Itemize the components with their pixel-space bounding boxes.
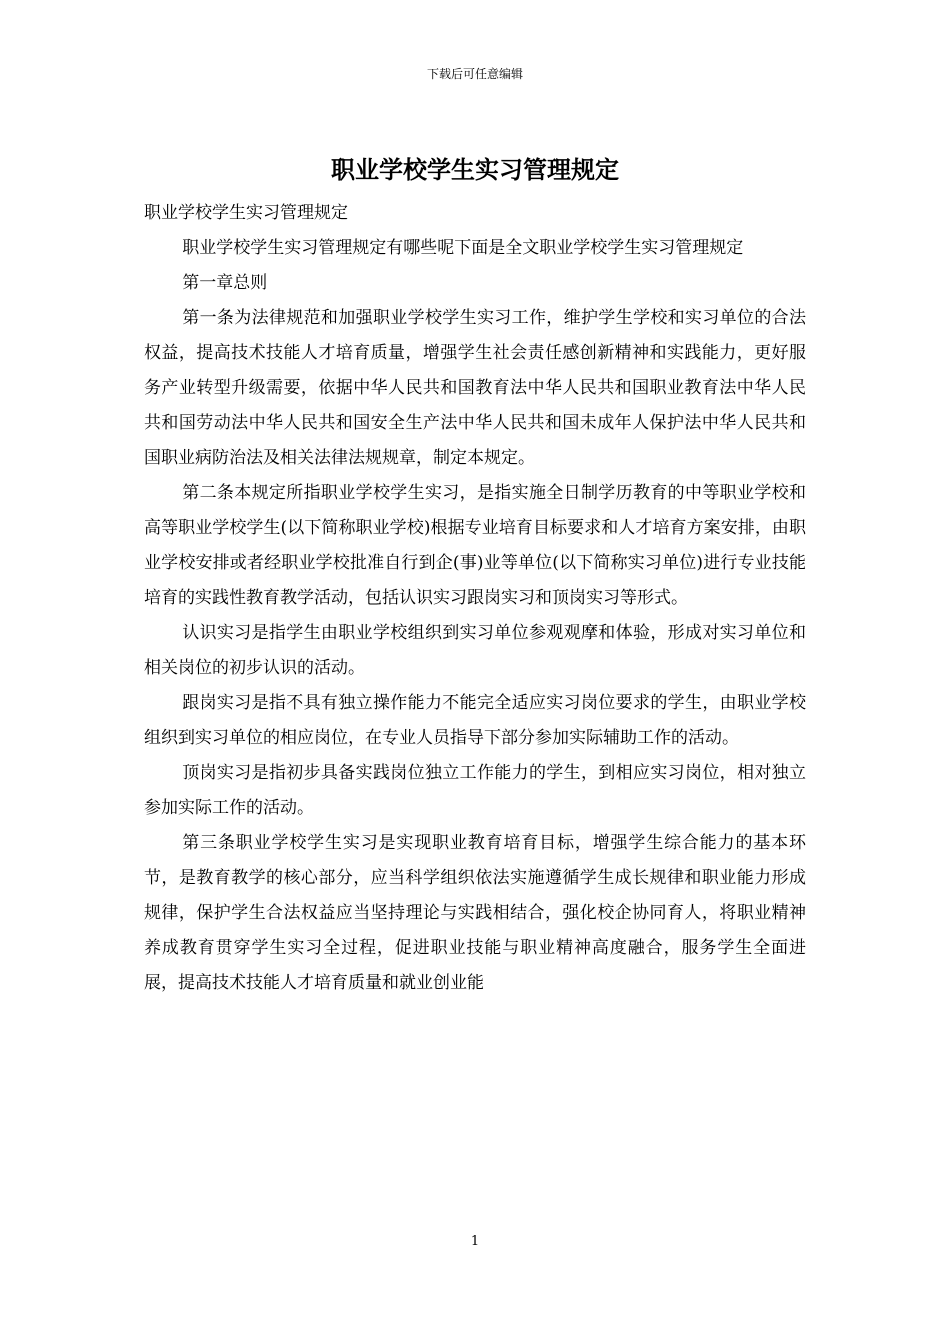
body-paragraph: 职业学校学生实习管理规定有哪些呢下面是全文职业学校学生实习管理规定 bbox=[182, 238, 744, 258]
page-header-note: 下载后可任意编辑 bbox=[426, 67, 523, 81]
chapter-heading: 第一章总则 bbox=[182, 273, 268, 293]
body-paragraph: 跟岗实习是指不具有独立操作能力不能完全适应实习岗位要求的学生，由职业学校组织到实习单位的相应岗位，在专业人员指导下部分参加实际辅助工作的活动。 bbox=[144, 693, 806, 748]
body-paragraph: 认识实习是指学生由职业学校组织到实习单位参观观摩和体验，形成对实习单位和相关岗位的初步认识的活动。 bbox=[144, 623, 806, 678]
subtitle-paragraph: 职业学校学生实习管理规定 bbox=[144, 203, 348, 223]
page-number: 1 bbox=[470, 1234, 480, 1249]
document-body bbox=[144, 196, 806, 1001]
body-paragraph: 第二条本规定所指职业学校学生实习，是指实施全日制学历教育的中等职业学校和高等职业学校学生(以下简称职业学校)根据专业培育目标要求和人才培育方案安排，由职业学校安排或者经职业学校批准自行到企(事)业等单位(以下简称实习单位)进行专业技能培育的实践性教育教学活动，包括认识实习跟岗实习和顶岗实习等形式。 bbox=[144, 483, 806, 608]
body-paragraph: 第一条为法律规范和加强职业学校学生实习工作，维护学生学校和实习单位的合法权益，提高技术技能人才培育质量，增强学生社会责任感创新精神和实践能力，更好服务产业转型升级需要，依据中华人民共和国教育法中华人民共和国职业教育法中华人民共和国劳动法中华人民共和国安全生产法中华人民共和国未成年人保护法中华人民共和国职业病防治法及相关法律法规规章，制定本规定。 bbox=[144, 308, 806, 468]
body-paragraph: 顶岗实习是指初步具备实践岗位独立工作能力的学生，到相应实习岗位，相对独立参加实际工作的活动。 bbox=[144, 763, 806, 818]
document-title: 职业学校学生实习管理规定 bbox=[331, 155, 619, 184]
body-paragraph: 第三条职业学校学生实习是实现职业教育培育目标，增强学生综合能力的基本环节，是教育教学的核心部分，应当科学组织依法实施遵循学生成长规律和职业能力形成规律，保护学生合法权益应当坚持理论与实践相结合，强化校企协同育人，将职业精神养成教育贯穿学生实习全过程，促进职业技能与职业精神高度融合，服务学生全面进展，提高技术技能人才培育质量和就业创业能 bbox=[144, 833, 806, 993]
